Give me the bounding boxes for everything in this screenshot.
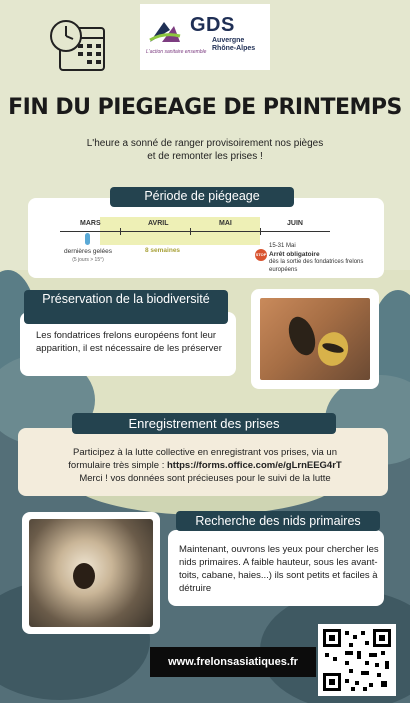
subtitle-line2: et de remonter les prises ! <box>147 151 263 162</box>
frost-text: dernières gelées <box>63 248 113 255</box>
qr-code[interactable] <box>318 624 396 696</box>
logo-region-line1: Auvergne <box>212 37 245 44</box>
registration-line1: Participez à la lutte collective en enregistrant vos prises, via un <box>72 447 338 458</box>
month-label: JUIN <box>287 220 303 227</box>
month-label: MARS <box>80 220 101 227</box>
logo-region <box>212 37 255 53</box>
website-link[interactable]: www.frelonsasiatiques.fr <box>150 647 316 677</box>
stop-icon: STOP <box>255 249 267 261</box>
hornet-image <box>260 298 370 380</box>
month-label: MAI <box>219 220 232 227</box>
hornet-photo <box>251 289 379 389</box>
qr-code-pattern <box>323 629 391 691</box>
duration-label: 8 semaines <box>145 247 181 254</box>
page-subtitle <box>40 137 370 163</box>
registration-line3: Merci ! vos données sont précieuses pour le suivi de la lutte <box>79 473 331 484</box>
timeline-tick <box>120 228 121 235</box>
logo-region-line2: Rhône-Alpes <box>212 45 256 52</box>
frost-label <box>62 248 114 264</box>
registration-text <box>30 446 380 485</box>
hornet-shape <box>284 313 320 359</box>
nest-search-title: Recherche des nids primaires <box>176 511 380 531</box>
stop-dates: 15-31 Mai <box>269 243 296 249</box>
form-link[interactable]: https://forms.office.com/e/gLrnEEG4rT <box>167 460 342 471</box>
timeline-tick <box>260 228 261 235</box>
stop-label: Arrêt obligatoire <box>269 250 320 258</box>
page-title: FIN DU PIEGEAGE DE PRINTEMPS <box>8 95 402 120</box>
stop-info <box>269 243 379 274</box>
timeline-tick <box>190 228 191 235</box>
registration-line2 <box>30 459 380 472</box>
registration-title: Enregistrement des prises <box>72 413 336 434</box>
calendar-clock-icon <box>48 18 108 74</box>
stop-detail: dès la sortie des fondatrices frelons européens <box>269 259 364 273</box>
nest-hole <box>73 563 95 589</box>
month-label: AVRIL <box>148 220 169 227</box>
gds-logo-mark <box>148 18 182 44</box>
frost-note: (5 jours > 15°) <box>72 257 104 263</box>
nest-photo <box>22 512 160 634</box>
nest-search-text: Maintenant, ouvrons les yeux pour chercher les nids primaires. A faible hauteur, sous les avant-toits, cabane, haies...) ils sont petits et faciles à détruire <box>179 544 379 594</box>
thermometer-icon <box>85 233 90 245</box>
periode-title: Période de piégeage <box>110 187 294 207</box>
logo-tagline: L'action sanitaire ensemble <box>146 49 207 55</box>
biodiversity-title: Préservation de la biodiversité <box>24 290 228 324</box>
timeline-axis <box>60 231 330 232</box>
gds-logo <box>140 4 270 70</box>
logo-name: GDS <box>190 14 235 36</box>
registration-line2-prefix: formulaire très simple : <box>68 460 167 471</box>
biodiversity-text: Les fondatrices frelons européens font leur apparition, il est nécessaire de les préserver <box>36 330 222 354</box>
nest-image <box>29 519 153 627</box>
subtitle-line1: L'heure a sonné de ranger provisoirement nos pièges <box>86 138 324 149</box>
